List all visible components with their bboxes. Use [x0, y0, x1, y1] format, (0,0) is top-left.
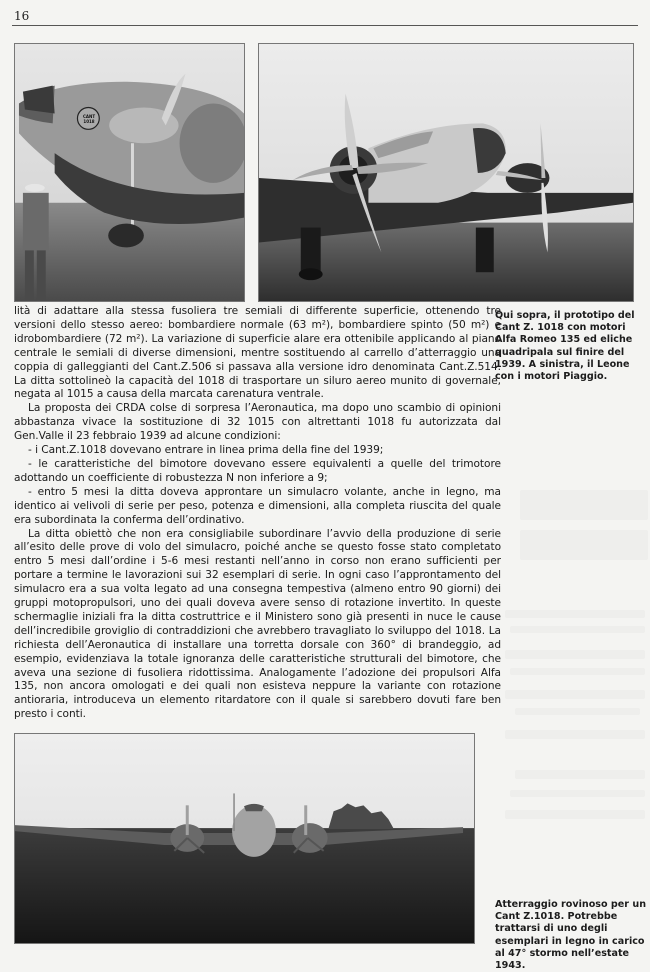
paragraph: La proposta dei CRDA colse di sorpresa l’Aeronautica, ma dopo uno scambio di opinioni abbastanza vivace la sostituzione di 32 1015 con altrettanti 1018 fu autorizzata dal Gen.Valle il 23 febbraio 1939 ad alcune condizioni: — [14, 402, 501, 443]
photo-caption-bottom: Atterraggio rovinoso per un Cant Z.1018. Potrebbe trattarsi di uno degli esemplari in legno in carico al 47° stormo nell’estate 1943. — [495, 899, 647, 972]
aircraft-photo-icon — [259, 44, 633, 301]
photo-left-aircraft-nose — [14, 43, 245, 302]
photo-bottom-crash-landing — [14, 733, 475, 944]
aircraft-photo-icon — [15, 44, 244, 301]
list-item: - i Cant.Z.1018 dovevano entrare in linea prima della fine del 1939; — [28, 444, 384, 457]
list-item: - entro 5 mesi la ditta doveva approntare un simulacro volante, anche in legno, ma identico ai velivoli di serie per peso, potenza e dimensioni, alla completa riuscita del quale era subordinata la conferma dell’ordinativo. — [14, 485, 501, 526]
roundel-label: CANT 1018 — [82, 114, 96, 124]
paragraph: La ditta obiettò che non era consigliabile subordinare l’avvio della produzione di serie all’esito delle prove di volo del simulacro, poiché anche se questo fosse stato completato entro 5 mesi dall’ordine i 5-6 mesi restanti nell’anno in corso non erano sufficienti per portare a termine le lavorazioni sui 32 esemplari di serie. In ogni caso l’approntamento del simulacro era a sua volta legato ad una consegna tempestiva (almeno entro 90 giorni) dei gruppi motopropulsori, uno dei quali doveva avere senso di rotazione invertito. In queste schermaglie iniziali fra la ditta costruttrice e il Ministero sono già presenti in nuce le cause dell’incredibile groviglio di contraddizioni che avrebbero travagliato lo sviluppo del 1018. La richiesta dell’Aeronautica di installare una torretta dorsale con 360° di brandeggio, ad esempio, evidenziava la totale ignoranza delle caratteristiche strutturali del bimotore, che aveva una sezione di fusoliera ridottissima. Analogamente l’adozione dei propulsori Alfa 135, non ancora omologati e dei quali non esisteva neppure la variante con rotazione antioraria, introduceva un elemento ritardatore con il quale si sarebbero dovuti fare ben presto i conti. — [14, 527, 501, 721]
photo-caption-top: Qui sopra, il prototipo del Cant Z. 1018 con motori Alfa Romeo 135 ed eliche quadripala sul finire del 1939. A sinistra, il Leone con i motori Piaggio. — [495, 310, 635, 383]
article-body — [14, 305, 501, 722]
aircraft-photo-icon — [15, 734, 474, 943]
page-number: 16 — [14, 9, 30, 23]
header-rule — [12, 25, 638, 26]
list-item: - le caratteristiche del bimotore dovevano essere equivalenti a quelle del trimotore adottando un coefficiente di robustezza N non inferiore a 9; — [14, 457, 501, 484]
photo-right-prototype — [258, 43, 634, 302]
paragraph: lità di adattare alla stessa fusoliera tre semiali di differente superficie, ottenendo tre versioni dello stesso aereo: bombardiere normale (63 m²), bombardiere spinto (50 m²) e idrobombardiere (72 m²). La variazione di superficie alare era ottenibile applicando al piano centrale le semiali di diverse dimensioni, mentre sostituendo al carrello d’atterraggio una coppia di galleggianti del Cant.Z.506 si passava alla versione idro denominata Cant.Z.514. La ditta sottolineò la capacità del 1018 di trasportare un siluro aereo munito di governale, negata al 1015 a causa della marcata carenatura ventrale. — [14, 305, 501, 401]
